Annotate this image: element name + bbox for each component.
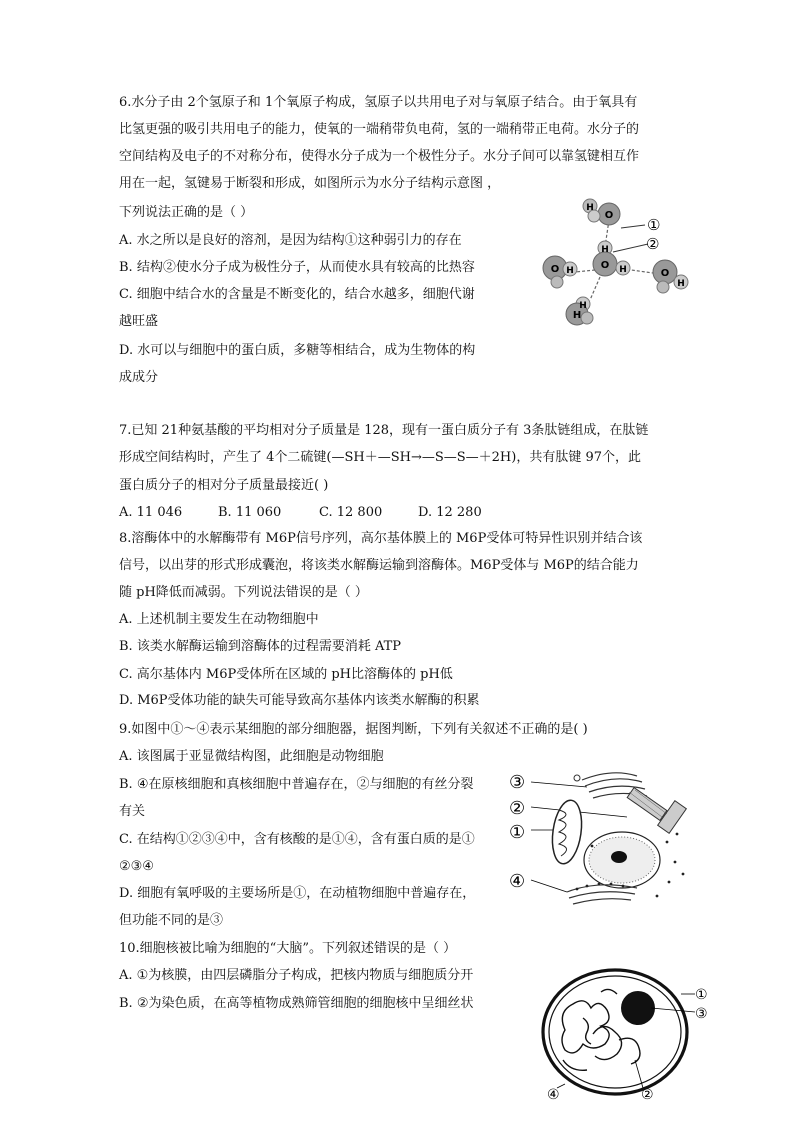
h-atom: H [572,310,582,321]
q9-line-1: 9.如图中①～④表示某细胞的部分细胞器，据图判断，下列有关叙述不正确的是( ) [119,722,588,737]
q6-option-d: D. 水可以与细胞中的蛋白质，多糖等相结合，成为生物体的构 [119,343,476,358]
nucleolus [621,991,655,1025]
q8-option-a: A. 上述机制主要发生在动物细胞中 [119,612,319,627]
q9-option-d: D. 细胞有氧呼吸的主要场所是①，在动植物细胞中普遍存在， [119,886,476,901]
q6-option-c: C. 细胞中结合水的含量是不断变化的，结合水越多，细胞代谢 [119,287,475,302]
q8-option-b: B. 该类水解酶运输到溶酶体的过程需要消耗 ATP [119,639,402,654]
nucleus-figure [535,960,710,1102]
o-atom: O [600,260,610,271]
water-molecule-figure [535,192,700,327]
o-atom: O [604,210,614,221]
organelle-label-4: ④ [509,871,526,892]
q6-line-2: 比氢更强的吸引共用电子的能力，使氧的一端稍带负电荷，氢的一端稍带正电荷。水分子的 [119,122,640,137]
organelle-label-1: ① [509,822,526,843]
cell-organelle-figure [507,762,697,914]
q9-option-d-cont: 但功能不同的是③ [119,913,224,928]
q10-line-1: 10.细胞核被比喻为细胞的“大脑”。下列叙述错误的是（ ） [119,941,457,956]
q6-option-d-cont: 成成分 [119,370,159,385]
q9-option-b-cont: 有关 [119,804,146,819]
q6-line-3: 空间结构及电子的不对称分布，使得水分子成为一个极性分子。水分子间可以靠氢键相互作 [119,149,640,164]
q6-option-a: A. 水之所以是良好的溶剂，是因为结构①这种弱引力的存在 [119,233,462,248]
q9-option-c-cont: ②③④ [119,859,154,874]
organelle-label-2: ② [509,798,526,819]
nucleus-label-3: ③ [695,1006,708,1022]
q8-line-1: 8.溶酶体中的水解酶带有 M6P信号序列，高尔基体膜上的 M6P受体可特异性识别并结合该 [119,531,643,546]
q6-option-c-cont: 越旺盛 [119,314,159,329]
q9-option-a: A. 该图属于亚显微结构图，此细胞是动物细胞 [119,749,384,764]
q8-option-d: D. M6P受体功能的缺失可能导致高尔基体内该类水解酶的积累 [119,693,480,708]
q6-option-b: B. 结构②使水分子成为极性分子，从而使水具有较高的比热容 [119,260,475,275]
q7-line-3: 蛋白质分子的相对分子质量最接近( ) [119,478,329,493]
q7-option-b: B. 11 060 [218,505,282,520]
water-label-1: ① [647,216,661,234]
organelle-label-3: ③ [509,772,526,793]
q9-option-b: B. ④在原核细胞和真核细胞中普遍存在，②与细胞的有丝分裂 [119,777,474,792]
q8-option-c: C. 高尔基体内 M6P受体所在区域的 pH比溶酶体的 pH低 [119,667,453,682]
mitochondrion [549,798,586,865]
h-atom: H [601,245,609,255]
h-atom: H [566,266,574,276]
h-atom: H [677,279,685,289]
h-atom: H [619,265,627,275]
q6-line-4: 用在一起，氢键易于断裂和形成，如图所示为水分子结构示意图 ， [119,176,501,191]
water-label-2: ② [646,235,660,253]
nucleus-label-1: ① [695,987,708,1003]
q10-option-b: B. ②为染色质，在高等植物成熟筛管细胞的细胞核中呈细丝状 [119,996,474,1011]
q7-line-1: 7.已知 21种氨基酸的平均相对分子质量是 128，现有一蛋白质分子有 3条肽链组成，在肽链 [119,423,649,438]
nucleus-label-2: ② [641,1087,654,1102]
nucleus-label-4: ④ [547,1087,560,1102]
o-atom: O [660,268,670,279]
o-atom: O [550,264,560,275]
q10-option-a: A. ①为核膜，由四层磷脂分子构成，把核内物质与细胞质分开 [119,968,474,983]
q7-line-2: 形成空间结构时，产生了 4个二硫键(—SH＋—SH→—S—S—＋2H)，共有肽键 97个，此 [119,450,642,465]
h-atom: H [579,301,587,311]
h-atom: H [586,203,594,213]
q6-stem: 下列说法正确的是（ ） [119,205,254,220]
q9-option-c: C. 在结构①②③④中，含有核酸的是①④，含有蛋白质的是① [119,832,475,847]
q7-option-a: A. 11 046 [119,505,183,520]
q8-line-3: 随 pH降低而减弱。下列说法错误的是（ ） [119,585,368,600]
q6-line-1: 6.水分子由 2个氢原子和 1个氧原子构成，氢原子以共用电子对与氧原子结合。由于氧具有 [119,95,638,110]
centriole [627,788,686,834]
q7-option-c: C. 12 800 [319,505,383,520]
q7-option-d: D. 12 280 [418,505,482,520]
q8-line-2: 信号，以出芽的形式形成囊泡，将该类水解酶运输到溶酶体。M6P受体与 M6P的结合能力 [119,558,639,573]
